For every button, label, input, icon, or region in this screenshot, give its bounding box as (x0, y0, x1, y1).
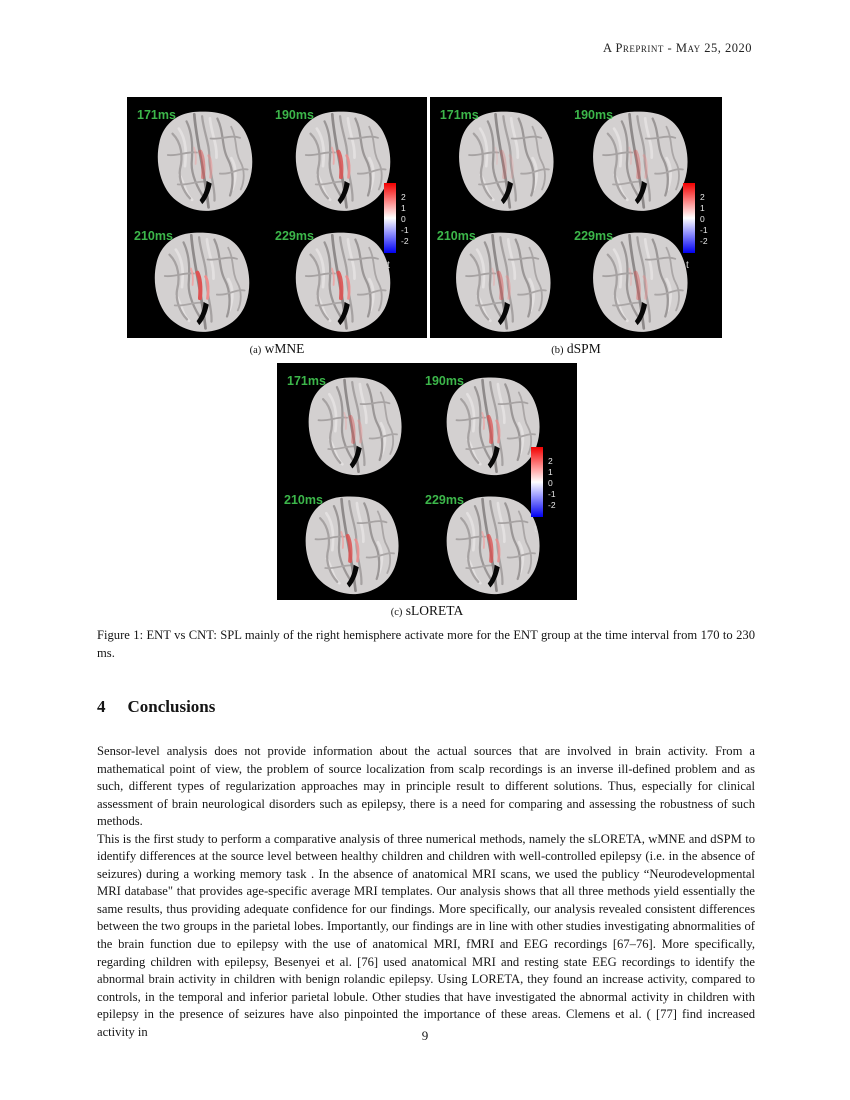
colorbar-tick: -2 (401, 235, 409, 246)
section-heading (97, 697, 215, 717)
time-label: 190ms (425, 374, 464, 389)
colorbar-ticks (700, 193, 708, 245)
time-label: 229ms (425, 492, 464, 507)
page-number: 9 (421, 1028, 429, 1043)
paragraph: This is the first study to perform a comparative analysis of three numerical methods, namely the sLORETA, wMNE and dSPM to identify differences at the source level between healthy children and children with well-controlled epilepsy (i.e. in the absence of seizures) during a working memory task . In the absence of anatomical MRI scans, we used the publicy “Neurodevelopmental MRI database" that provides age-specific average MRI templates. Our analysis shows that all three methods yield essentially the same results, thus providing adequate confidence for our findings. More specifically, our analysis revealed consistent differences between the two groups in the parietal lobes. Importantly, our findings are in line with other studies investigating abnormalities of the brain function due to epilepsy with the use of anatomical MRI, fMRI and EEG recordings [67–76]. More specifically, regarding children with epilepsy, Besenyei et al. [76] used anatomical MRI and resting state EEG recordings to identify the abnormal brain activity in children with benign rolandic epilepsy. Using LORETA, they found an increase activity, compared to controls, in the temporal and inferior parietal lobule. Other studies that have investigated the abnormal activity in children with epilepsy in the presence of seizures have also pinpointed the importance of these areas. Clemens et al. ( [77] find increased activity in (97, 831, 755, 1039)
figure-caption: Figure 1: ENT vs CNT: SPL mainly of the right hemisphere activate more for the ENT group at the time interval from 170 to 230 ms. (97, 628, 755, 660)
section-title: Conclusions (127, 697, 216, 716)
paragraph: Sensor-level analysis does not provide information about the actual sources that are involved in brain activity. From a mathematical point of view, the problem of source localization from scalp recordings is an inverse ill-defined problem and as such, different types of regularization approaches may in principle result to different solutions. Thus, especially for clinical assessment of brain neurological disorders such as epilepsy, there is a need for comparing and assessing the robustness of such methods. (97, 744, 755, 829)
colorbar-tick: 1 (700, 202, 705, 213)
body-text (97, 743, 755, 1041)
subcaption-label: dSPM (566, 341, 601, 356)
subcaption-dspm (430, 341, 722, 357)
colorbar-tick: 0 (548, 477, 553, 488)
section-number: 4 (97, 697, 106, 716)
figure-panel-wmne (127, 97, 427, 338)
subcaption-wmne (127, 341, 427, 357)
brain-frame (433, 220, 567, 336)
brain-frame (283, 365, 421, 479)
time-label: 171ms (439, 108, 479, 123)
brain-frame (436, 99, 570, 215)
colorbar-tick: 2 (700, 192, 705, 202)
colorbar-gradient (384, 183, 396, 253)
brain-frame (133, 99, 271, 215)
colorbar-tick: -1 (401, 224, 409, 235)
time-label: 210ms (436, 228, 476, 243)
colorbar-tick: 1 (548, 466, 553, 477)
figure-panel-dspm (430, 97, 722, 338)
colorbar-gradient (531, 447, 543, 517)
colorbar-tick: 0 (401, 213, 406, 224)
colorbar (683, 183, 713, 275)
colorbar-tick: 2 (401, 192, 406, 202)
colorbar-ticks (548, 457, 556, 509)
colorbar-tick: 1 (401, 202, 406, 213)
time-label: 171ms (287, 374, 326, 389)
subcaption-label: sLORETA (405, 603, 464, 618)
time-label: 210ms (284, 492, 323, 507)
running-head: A Preprint - May 25, 2020 (603, 41, 752, 55)
subcaption-prefix: (b) (551, 345, 564, 356)
subcaption-label: wMNE (264, 341, 305, 356)
subcaption-prefix: (a) (249, 345, 262, 356)
time-label: 190ms (275, 108, 314, 123)
figure-panel-sloreta (277, 363, 577, 600)
colorbar-tick: -1 (548, 488, 556, 499)
colorbar-tick: 2 (548, 456, 553, 466)
subcaption-sloreta (277, 603, 577, 619)
time-label: 229ms (275, 228, 314, 243)
time-label: 210ms (134, 228, 173, 243)
brain-frame (280, 484, 418, 598)
colorbar-tick: -1 (700, 224, 708, 235)
colorbar-unit: t (387, 260, 390, 271)
brain-frame (130, 220, 268, 336)
colorbar-unit: t (534, 524, 537, 535)
colorbar-unit: t (686, 260, 689, 271)
time-label: 229ms (574, 228, 614, 243)
colorbar (384, 183, 414, 275)
colorbar-gradient (683, 183, 695, 253)
colorbar (531, 447, 561, 539)
colorbar-tick: 0 (700, 213, 705, 224)
colorbar-tick: -2 (548, 499, 556, 510)
subcaption-prefix: (c) (390, 607, 403, 618)
time-label: 190ms (574, 108, 614, 123)
colorbar-tick: -2 (700, 235, 708, 246)
time-label: 171ms (137, 108, 176, 123)
colorbar-ticks (401, 193, 409, 245)
